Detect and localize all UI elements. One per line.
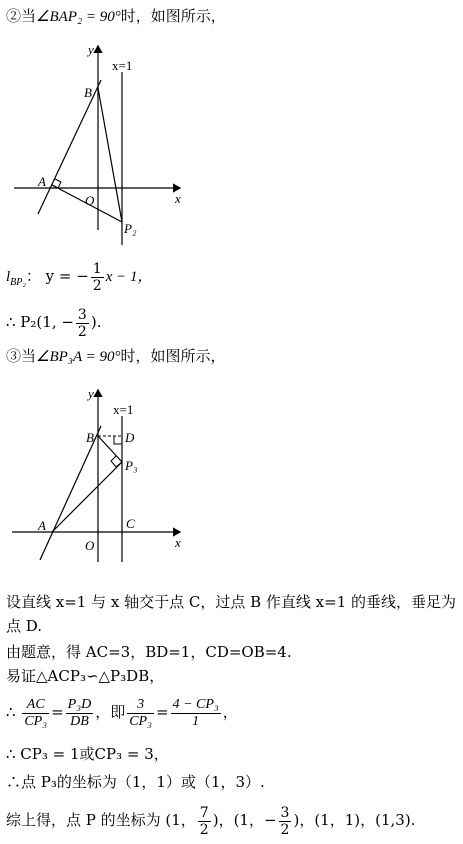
case3-heading-suffix: 时，如图所示，: [120, 347, 226, 365]
final-post: )，(1，1)，(1,3).: [293, 811, 416, 829]
case3-p7: ∴点 P₃的坐标为（1，1）或（1，3）.: [6, 773, 265, 791]
fig1-line-BP2: [98, 88, 122, 222]
fig2-C-label: C: [126, 516, 135, 531]
final-mid: )，(1，−: [212, 811, 277, 829]
fig1-A-label: A: [38, 174, 46, 189]
fig2-P3-label: P₃: [125, 458, 138, 473]
fig2-right-angle-P3: [111, 456, 122, 467]
case3-heading: [6, 346, 226, 367]
ratio-eq-2: =: [155, 703, 169, 721]
case3-p3: 由题意，得 AC=3，BD=1，CD=OB=4.: [6, 643, 292, 661]
fig2-right-angle-D: [114, 436, 122, 444]
final-pre: 综上得，点 P 的坐标为 (1，: [6, 811, 196, 829]
fig2-x-label: x: [175, 535, 181, 550]
case2-heading-math: ∠BAP₂ = 90°: [36, 9, 121, 25]
fig2-line-BP3: [98, 436, 122, 462]
ratio-f2: $\frac{\text{P₃D}}{DB}$: [67, 696, 92, 729]
figure-2: [0, 384, 200, 574]
ratio-f4: $\frac{\text{4 − CP₃}}{1}$: [172, 696, 219, 729]
case3-p4: 易证△ACP₃∽△P₃DB，: [6, 667, 165, 685]
result-fraction: $\frac{3}{2}$: [77, 306, 87, 340]
fig2-B-label: B: [86, 430, 94, 445]
fig1-O-label: O: [85, 193, 95, 208]
case3-p2: 点 D.: [6, 617, 43, 635]
fig1-B-label: B: [84, 85, 92, 100]
fig1-y-label: y: [88, 42, 94, 57]
ratio-f3: $\frac{3}{\text{CP₃}}$: [129, 696, 152, 729]
fig2-A-label: A: [38, 518, 46, 533]
case3-ratio: [6, 692, 238, 732]
line-eq-pre: ： y = −: [25, 267, 89, 285]
fig2-line-AP3: [52, 462, 122, 532]
fig1-P2-label: P₂: [124, 221, 137, 236]
case3-p6: ∴ CP₃ = 1或CP₃ = 3，: [6, 745, 169, 763]
case2-heading: [6, 6, 226, 27]
case3-heading-prefix: ③当: [6, 347, 37, 365]
line-eq-post: x − 1，: [105, 269, 153, 285]
line-sub: BP₂: [10, 277, 26, 288]
fig2-x1-label: x=1: [113, 402, 134, 417]
ratio-mid: ，即: [95, 703, 126, 721]
fig1-x1-label: x=1: [112, 58, 133, 73]
result-pre: ∴ P₂(1, −: [6, 313, 74, 331]
final-f1: $\frac{7}{2}$: [199, 804, 209, 838]
final-f2: $\frac{3}{2}$: [280, 804, 290, 838]
result-post: ).: [90, 313, 102, 331]
case3-final: [6, 800, 415, 840]
ratio-f1: $\frac{AC}{\text{CP₃}}$: [24, 696, 48, 729]
case2-heading-prefix: ②当: [6, 7, 37, 25]
fig2-y-label: y: [88, 386, 94, 401]
case2-result: [6, 302, 101, 342]
ratio-end: ，: [222, 703, 238, 721]
line-label: l: [6, 269, 11, 285]
fig2-O-label: O: [85, 538, 95, 553]
fig1-x-label: x: [175, 191, 181, 206]
ratio-pre: ∴: [6, 703, 16, 721]
figure-1: [0, 40, 200, 250]
case2-line-equation: [6, 256, 153, 296]
case3-heading-math: ∠BP₃A = 90°: [36, 349, 121, 365]
line-eq-fraction: $\frac{1}{2}$: [92, 260, 102, 294]
case2-heading-suffix: 时，如图所示，: [120, 7, 226, 25]
fig2-D-label: D: [125, 430, 135, 445]
ratio-eq: =: [51, 703, 64, 721]
case3-p1: 设直线 x=1 与 x 轴交于点 C，过点 B 作直线 x=1 的垂线，垂足为: [6, 593, 457, 611]
